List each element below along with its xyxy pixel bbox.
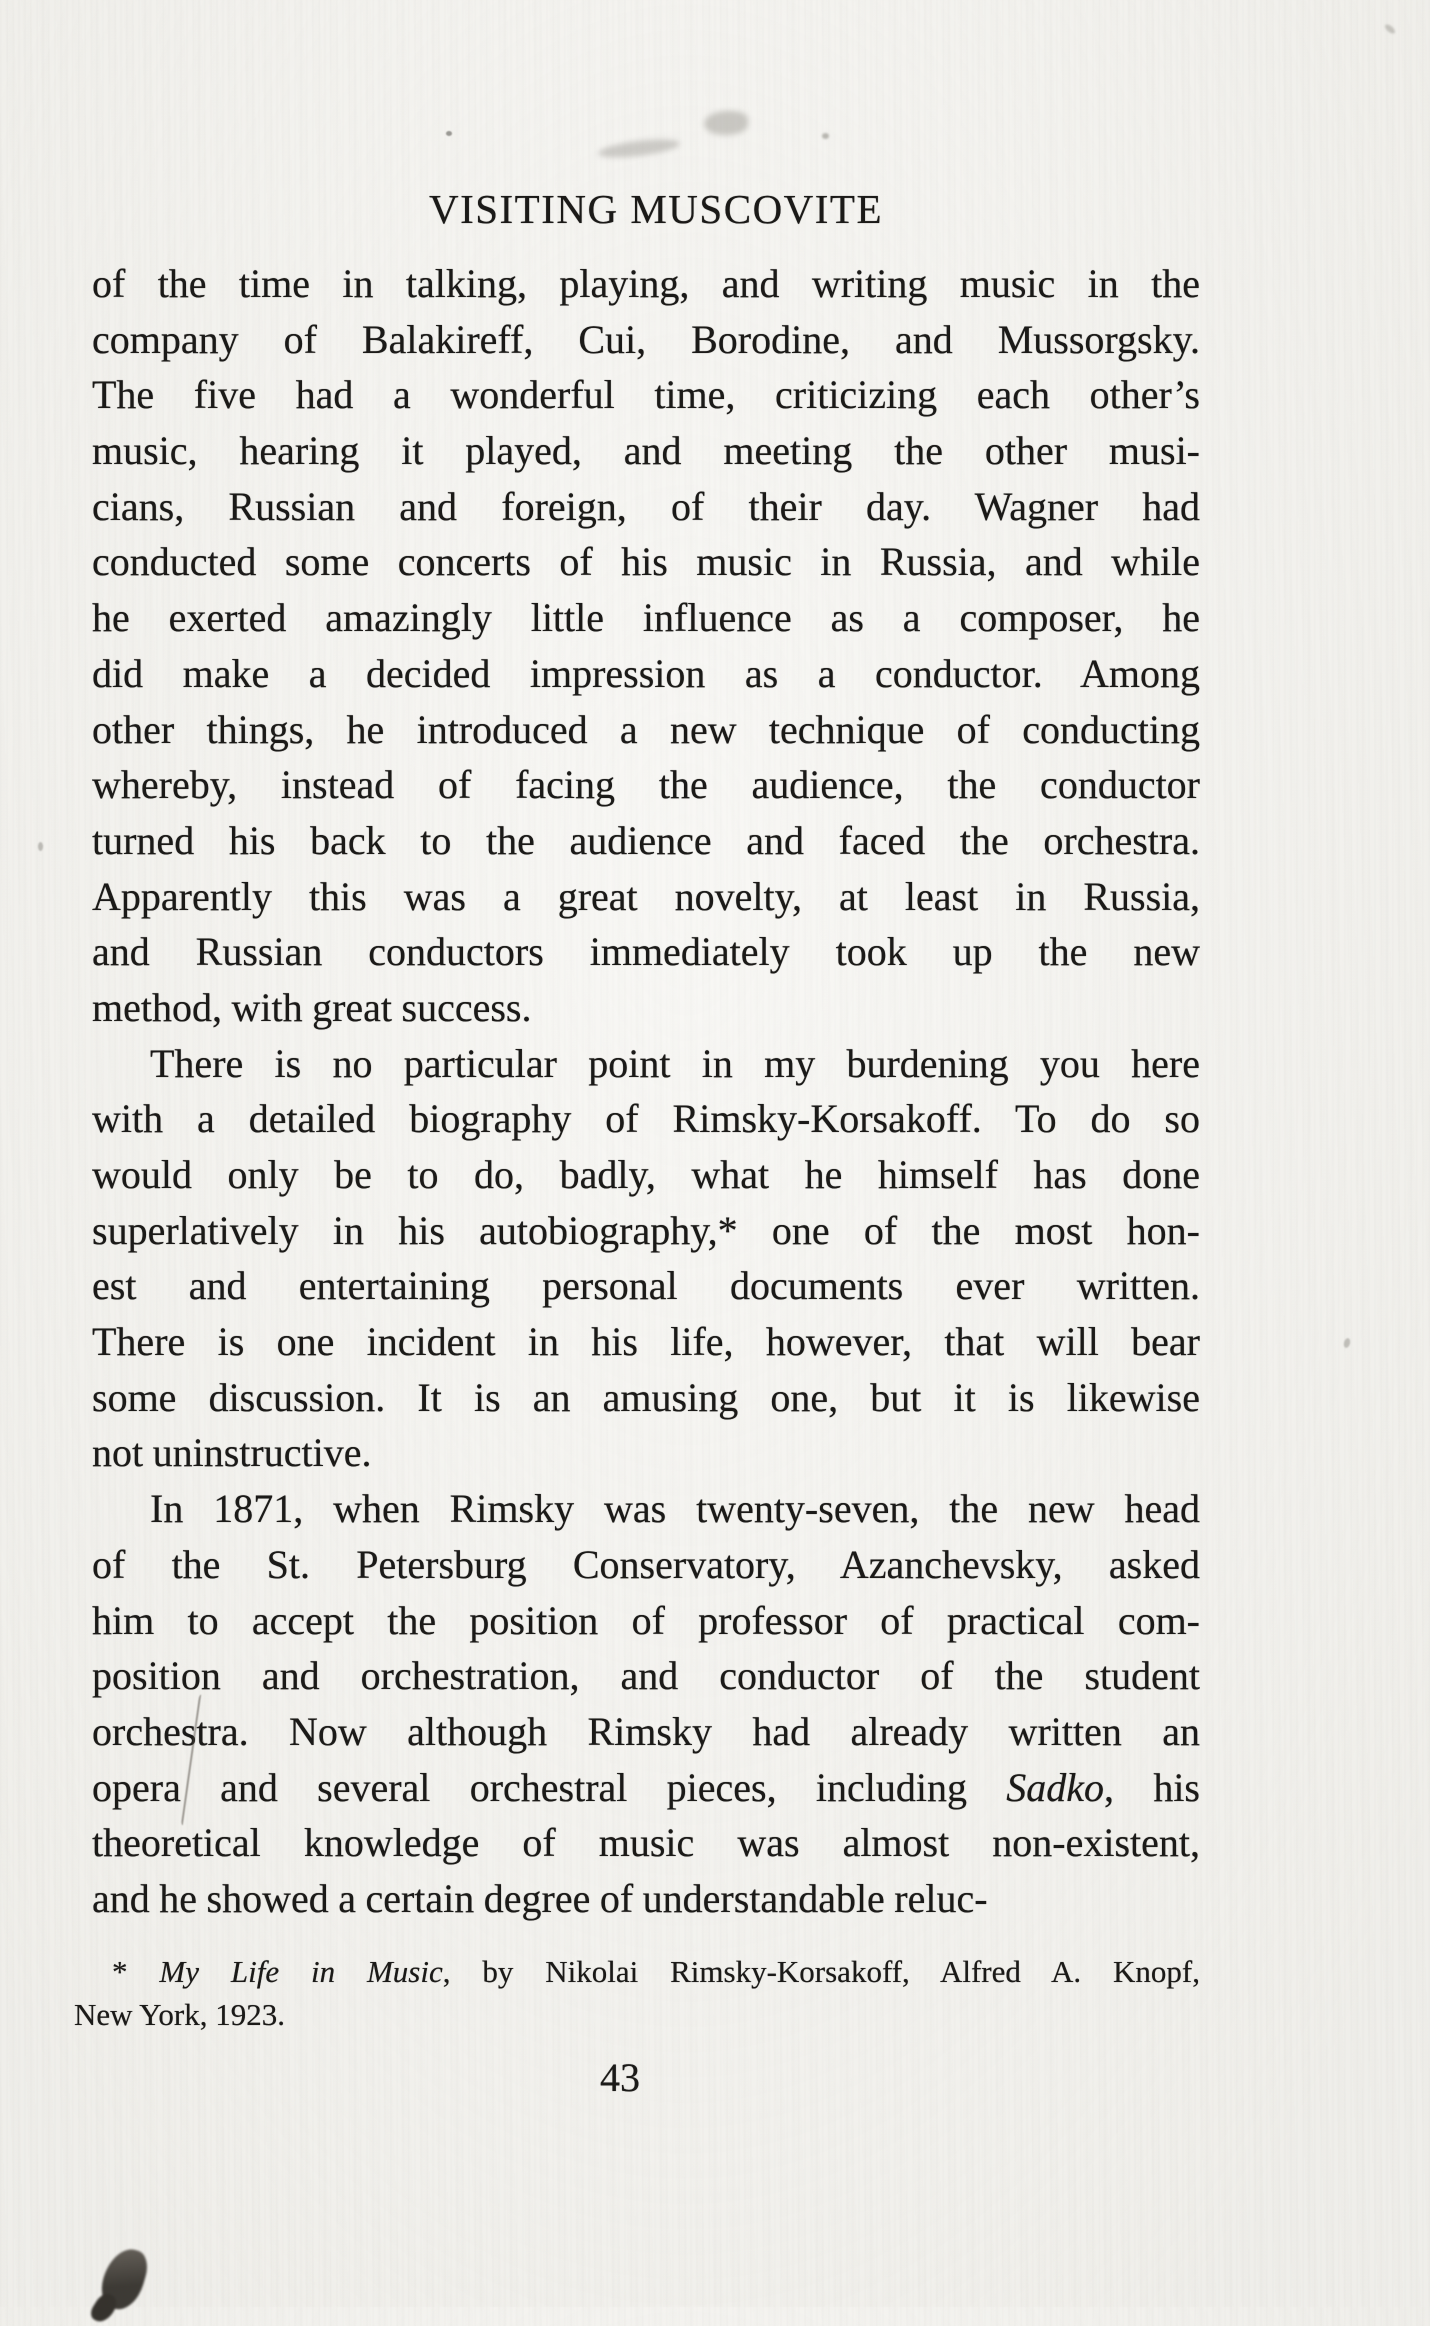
text-line: other things, he introduced a new technique of conducting: [92, 706, 1200, 752]
page-number: 43: [600, 2055, 640, 2100]
paragraph: [92, 1481, 1200, 1927]
text-line: of the time in talking, playing, and writing music in the: [92, 261, 1200, 306]
text-line: some discussion. It is an amusing one, but it is likewise: [92, 1374, 1200, 1420]
text-line: with a detailed biography of Rimsky-Korsakoff. To do so: [92, 1096, 1200, 1142]
text-line: method, with great success.: [92, 984, 532, 1030]
text-line: not uninstructive.: [92, 1430, 372, 1476]
paragraph: [92, 256, 1200, 1036]
text-line: New York, 1923.: [74, 1997, 285, 2032]
scan-speck-icon: [446, 131, 452, 136]
text-line: he exerted amazingly little influence as a composer, he: [92, 595, 1200, 641]
body-text: [92, 256, 1200, 1927]
text-line: orchestra. Now although Rimsky had already written an: [92, 1708, 1200, 1754]
scan-smudge-icon: [704, 111, 748, 135]
text-line: company of Balakireff, Cui, Borodine, and Mussorgsky.: [92, 316, 1200, 362]
ink-blot-icon: [96, 2244, 152, 2315]
text-line: In 1871, when Rimsky was twenty-seven, the new head: [150, 1486, 1200, 1532]
text-line: est and entertaining personal documents ever written.: [92, 1263, 1200, 1309]
page-title: VISITING MUSCOVITE: [428, 186, 884, 232]
scan-speck-icon: [1343, 1337, 1351, 1348]
paragraph: [92, 1036, 1200, 1482]
text-line: whereby, instead of facing the audience, the conductor: [92, 762, 1200, 808]
text-line: superlatively in his autobiography,* one of the most hon-: [92, 1207, 1200, 1253]
scan-speck-icon: [822, 133, 829, 139]
text-line: position and orchestration, and conductor of the student: [92, 1653, 1200, 1699]
ink-blot-icon: [88, 2290, 121, 2326]
text-line: him to accept the position of professor of practical com-: [92, 1597, 1200, 1643]
scan-smudge-icon: [597, 136, 680, 161]
text-line: opera and several orchestral pieces, including Sadko, his: [92, 1764, 1200, 1810]
text-line: cians, Russian and foreign, of their day. Wagner had: [92, 483, 1200, 529]
text-line: There is no particular point in my burdening you here: [150, 1040, 1200, 1086]
text-line: turned his back to the audience and faced the orchestra.: [92, 817, 1200, 863]
text-line: There is one incident in his life, however, that will bear: [92, 1319, 1200, 1365]
text-line: theoretical knowledge of music was almost non-existent,: [92, 1820, 1200, 1866]
text-line: * My Life in Music, by Nikolai Rimsky-Korsakoff, Alfred A. Knopf,: [112, 1954, 1201, 1989]
text-line: music, hearing it played, and meeting the other musi-: [92, 428, 1200, 474]
text-line: and he showed a certain degree of understandable reluc-: [92, 1875, 988, 1921]
text-line: of the St. Petersburg Conservatory, Azanchevsky, asked: [92, 1541, 1200, 1587]
text-line: did make a decided impression as a conductor. Among: [92, 650, 1200, 696]
scan-speck-icon: [1383, 23, 1396, 35]
text-line: and Russian conductors immediately took up the new: [92, 929, 1200, 975]
scan-speck-icon: [38, 842, 43, 851]
footnote: [74, 1950, 1200, 2036]
text-line: conducted some concerts of his music in Russia, and while: [92, 539, 1200, 585]
text-line: Apparently this was a great novelty, at least in Russia,: [92, 873, 1200, 919]
text-line: The five had a wonderful time, criticizing each other’s: [92, 372, 1200, 418]
text-line: would only be to do, badly, what he himself has done: [92, 1152, 1200, 1197]
